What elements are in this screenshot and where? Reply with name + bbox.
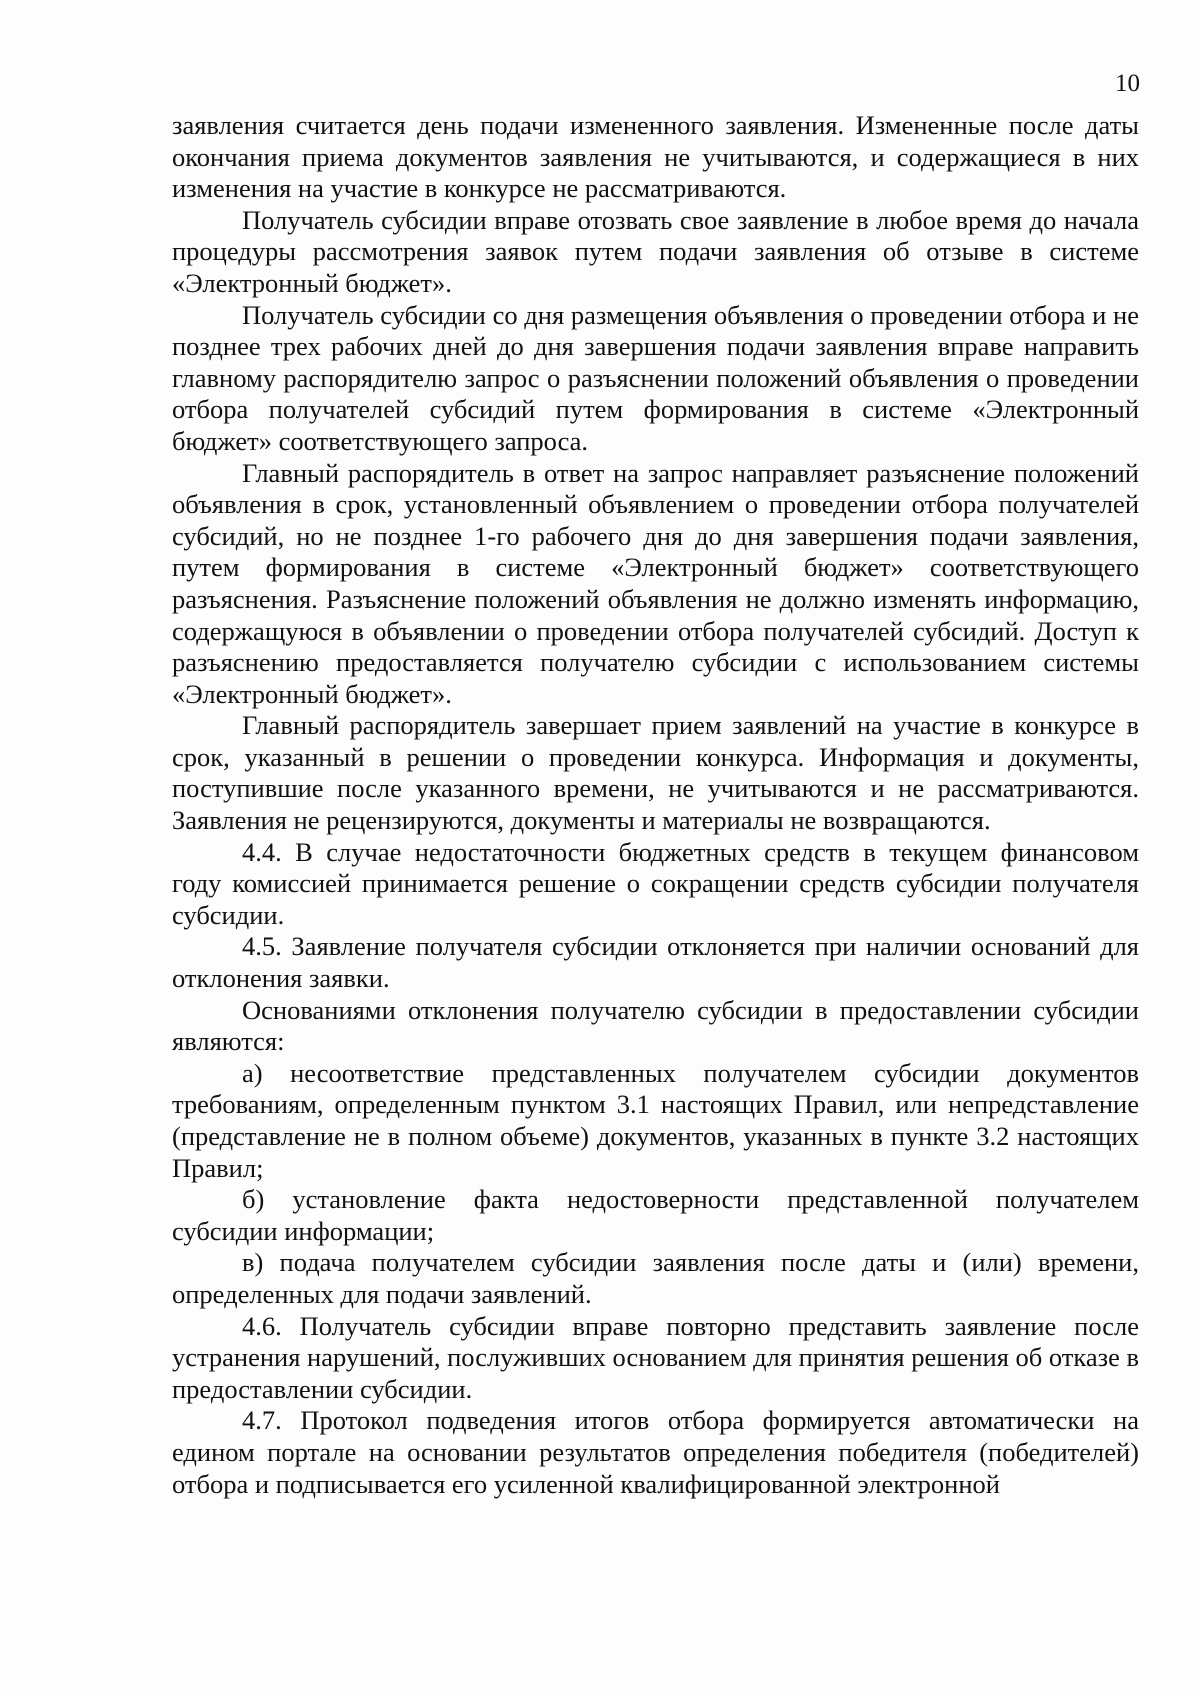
- paragraph-rejection-grounds: Основаниями отклонения получателю субсидии в предоставлении субсидии являются:: [172, 994, 1139, 1057]
- page-number: 10: [1115, 70, 1140, 97]
- paragraph-4-6: 4.6. Получатель субсидии вправе повторно представить заявление после устранения нарушений, послуживших основанием для принятия решения об отказе в предоставлении субсидии.: [172, 1310, 1139, 1404]
- list-item-b: б) установление факта недостоверности представленной получателем субсидии информации;: [172, 1184, 1139, 1246]
- paragraph-continuation: заявления считается день подачи измененного заявления. Измененные после даты окончания приема документов заявления не учитываются, и содержащиеся в них изменения на участие в конкурсе не рассматриваются.: [172, 110, 1139, 204]
- list-item-v: в) подача получателем субсидии заявления после даты и (или) времени, определенных для подачи заявлений.: [172, 1247, 1139, 1309]
- paragraph-4-7: 4.7. Протокол подведения итогов отбора формируется автоматически на едином портале на основании результатов определения победителя (победителей) отбора и подписывается его усиленной квалифицированной электронной: [172, 1405, 1139, 1499]
- paragraph-withdraw-application: Получатель субсидии вправе отозвать свое заявление в любое время до начала процедуры рассмотрения заявок путем подачи заявления об отзыве в системе «Электронный бюджет».: [172, 204, 1139, 298]
- document-body: [172, 110, 1139, 1500]
- paragraph-clarification-response: Главный распорядитель в ответ на запрос направляет разъяснение положений объявления в срок, установленный объявлением о проведении отбора получателей субсидий, но не позднее 1-го рабочего дня до дня завершения подачи заявления, путем формирования в системе «Электронный бюджет» соответствующего разъяснения. Разъяснение положений объявления не должно изменять информацию, содержащуюся в объявлении о проведении отбора получателей субсидий. Доступ к разъяснению предоставляется получателю субсидии с использованием системы «Электронный бюджет».: [172, 457, 1139, 709]
- paragraph-4-5: 4.5. Заявление получателя субсидии отклоняется при наличии оснований для отклонения заявки.: [172, 931, 1139, 994]
- list-item-a: а) несоответствие представленных получателем субсидии документов требованиям, определенным пунктом 3.1 настоящих Правил, или непредставление (представление не в полном объеме) документов, указанных в пункте 3.2 настоящих Правил;: [172, 1057, 1139, 1183]
- paragraph-completion-of-acceptance: Главный распорядитель завершает прием заявлений на участие в конкурсе в срок, указанный в решении о проведении конкурса. Информация и документы, поступившие после указанного времени, не учитываются и не рассматриваются. Заявления не рецензируются, документы и материалы не возвращаются.: [172, 710, 1139, 836]
- paragraph-4-4: 4.4. В случае недостаточности бюджетных средств в текущем финансовом году комиссией принимается решение о сокращении средств субсидии получателя субсидии.: [172, 836, 1139, 930]
- paragraph-clarification-request: Получатель субсидии со дня размещения объявления о проведении отбора и не позднее трех рабочих дней до дня завершения подачи заявления вправе направить главному распорядителю запрос о разъяснении положений объявления о проведении отбора получателей субсидий путем формирования в системе «Электронный бюджет» соответствующего запроса.: [172, 299, 1139, 456]
